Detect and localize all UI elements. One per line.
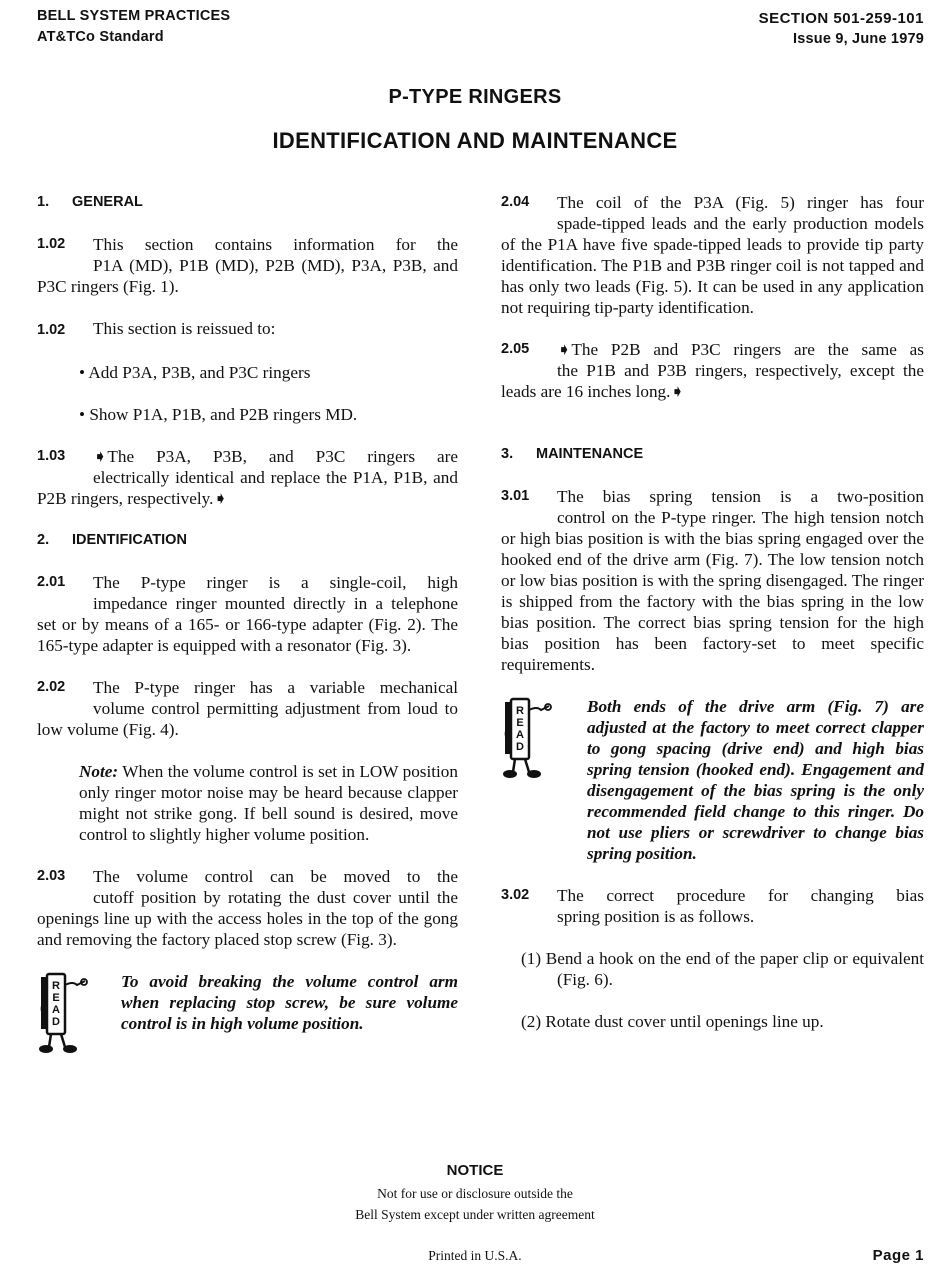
read-caution-text: Both ends of the drive arm (Fig. 7) are adjusted at the factory to meet correct clapper to gong spacing (drive end) and high bias spring tension (hooked end). Engagement and disengagement of the bias spring is the only recommended field change to this ringer. Do not use pliers or screwdriver to change bias spring position. [587,697,924,863]
paragraph-rest: spade-tipped leads and the early production models of the P1A have five spade-tipped leads to provide tip party identification. The P1B and P3B ringer coil is not tapped and has only two leads (Fig. 5). It can be used in any application not requiring tip-party identification. [501,214,924,317]
paragraph-number: 2.02 [37,679,66,695]
header-right [759,8,924,50]
paragraph-first-line: The P-type ringer has a variable mechanical [93,678,458,697]
svg-text:A: A [52,1004,60,1016]
paragraph-number: 1.02 [37,236,66,252]
paragraph-first-row [501,885,924,906]
paragraph-1-03 [37,446,458,509]
paragraph-rest: volume control permitting adjustment from loud to low volume (Fig. 4). [37,699,458,739]
read-caution-box-bias [501,696,924,864]
paragraph-number: 2.04 [501,194,530,210]
notice-line-1: Not for use or disclosure outside the [377,1186,573,1201]
paragraph-number: 2.01 [37,574,66,590]
svg-text:D: D [52,1016,60,1028]
section-title: GENERAL [72,194,143,210]
section-number: 3. [501,446,514,462]
page-title: P-TYPE RINGERS [388,86,562,108]
paragraph-rest: cutoff position by rotating the dust cover until the openings line up with the access holes in the top of the gong and removing the factory placed stop screw (Fig. 3). [37,888,458,949]
section-heading-identification [37,530,458,551]
page-subtitle: IDENTIFICATION AND MAINTENANCE [272,128,678,153]
paragraph-first-line: The volume control can be moved to the [93,867,458,886]
paragraph-number: 1.02 [37,322,66,338]
paragraph-2-02 [37,677,458,740]
paragraph-rest: P1A (MD), P1B (MD), P2B (MD), P3A, P3B, and P3C ringers (Fig. 1). [37,256,458,296]
paragraph-first-row [501,339,924,360]
note-label: Note: [79,762,119,781]
right-column [501,192,924,1053]
paragraph-number: 3.02 [501,887,530,903]
section-heading-general [37,192,458,213]
svg-text:E: E [52,992,60,1004]
svg-text:R: R [52,980,60,992]
paragraph-first-line: The coil of the P3A (Fig. 5) ringer has four [557,193,924,212]
paragraph-first-line: The P-type ringer is a single-coil, high [93,573,458,592]
paragraph-first-line: The correct procedure for changing bias [557,886,924,905]
read-sign-figure-icon [37,971,95,1055]
bullet-show-ringers: • Show P1A, P1B, and P2B ringers MD. [79,405,358,424]
paragraph-1-02-b [37,318,458,341]
paragraph-first-row [37,572,458,593]
printed-in-usa: Printed in U.S.A. [428,1248,522,1263]
paragraph-rest: the P1B and P3B ringers, respectively, except the leads are 16 inches long.➧ [501,361,924,401]
header-bsp: BELL SYSTEM PRACTICES [37,8,231,24]
paragraph-rest: spring position is as follows. [557,907,755,926]
paragraph-rest: impedance ringer mounted directly in a telephone set or by means of a 165- or 166-type adapter (Fig. 2). The 165-type adapter is equipped with a resonator (Fig. 3). [37,594,458,655]
paragraph-first-row [37,234,458,255]
header-standard: AT&TCo Standard [37,29,164,45]
paragraph-first-row [37,677,458,698]
paragraph-number: 3.01 [501,488,530,504]
read-caution-box [37,971,458,1055]
paragraph-first-line: The bias spring tension is a two-position [557,487,924,506]
section-number: 1. [37,194,50,210]
notice-line-2: Bell System except under written agreement [355,1207,595,1222]
paragraph-2-04 [501,192,924,318]
notice-title: NOTICE [446,1162,504,1179]
paragraph-3-02 [501,885,924,927]
paragraph-text: This section is reissued to: [93,319,276,338]
paragraph-rest: electrically identical and replace the P1A, P1B, and P2B ringers, respectively.➧ [37,468,458,508]
svg-text:E: E [516,717,524,729]
paragraph-first-line: This section contains information for the [93,235,458,254]
paragraph-first-row [37,446,458,467]
bullet-add-ringers: • Add P3A, P3B, and P3C ringers [79,363,311,382]
header-left [37,6,230,48]
paragraph-2-01 [37,572,458,656]
header-issue: Issue 9, June 1979 [793,31,924,47]
paragraph-2-03 [37,866,458,950]
spacer [501,423,924,444]
section-title: IDENTIFICATION [72,532,187,548]
paragraph-3-01 [501,486,924,675]
svg-text:A: A [516,729,524,741]
paragraph-1-02-a [37,234,458,297]
section-heading-maintenance [501,444,924,465]
paragraph-number: 2.05 [501,341,530,357]
paragraph-first-row [501,192,924,213]
procedure-step-1: (1) Bend a hook on the end of the paper clip or equivalent (Fig. 6). [521,949,924,989]
svg-text:R: R [516,705,524,717]
header-section: SECTION 501-259-101 [758,10,924,27]
paragraph-first-row [37,866,458,887]
left-column-content [37,192,458,1076]
section-title: MAINTENANCE [536,446,644,462]
paragraph-2-05 [501,339,924,402]
section-number: 2. [37,532,50,548]
procedure-step-2: (2) Rotate dust cover until openings line up. [521,1012,824,1031]
volume-note [79,761,458,845]
read-caution-text: To avoid breaking the volume control arm when replacing stop screw, be sure volume control is in high volume position. [121,972,458,1033]
paragraph-rest: control on the P-type ringer. The high tension notch or high bias position is with the bias spring engaged over the hooked end of the drive arm (Fig. 7). The low tension notch or low bias position is with the spring disengaged. The ringer is shipped from the factory with the bias spring in the low bias position. The correct bias spring tension for the high bias position has been factory-set to meet specific requirements. [501,508,924,674]
paragraph-number: 1.03 [37,448,66,464]
paragraph-first-line: ➧The P2B and P3C ringers are the same as [557,340,924,359]
note-text: When the volume control is set in LOW position only ringer motor noise may be heard because clapper might not strike gong. If bell sound is desired, move control to slightly higher volume position. [79,762,458,844]
svg-text:D: D [516,741,524,753]
page-number: Page 1 [872,1247,924,1264]
paragraph-first-line: ➧The P3A, P3B, and P3C ringers are [93,447,458,466]
paragraph-first-row [501,486,924,507]
read-sign-figure-icon [501,696,559,780]
paragraph-number: 2.03 [37,868,66,884]
